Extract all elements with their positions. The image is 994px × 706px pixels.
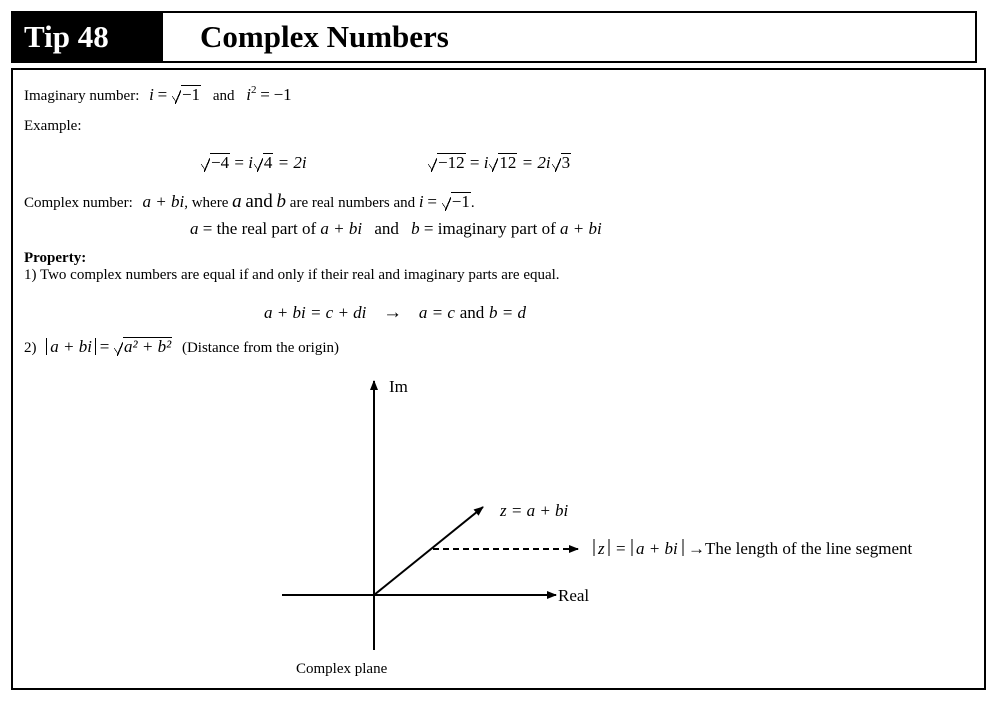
imag-part-form: a + bi bbox=[560, 219, 602, 238]
ex2-equals: = bbox=[469, 153, 480, 172]
i-squared-symbol: i bbox=[246, 85, 251, 104]
property-heading: Property: bbox=[24, 250, 87, 266]
tip-header bbox=[11, 11, 977, 63]
p1-right-2: b = d bbox=[489, 303, 526, 322]
sqrt-neg-four: −4 bbox=[201, 153, 230, 172]
sqrt-three: 3 bbox=[552, 153, 572, 172]
property-1-text: 1) Two complex numbers are equal if and only if their real and imaginary parts are equal. bbox=[24, 267, 560, 283]
p2-sqrt: a² + b² bbox=[114, 337, 172, 356]
where-text: , where bbox=[184, 195, 229, 211]
real-label: Real bbox=[558, 586, 590, 605]
p1-left: a + bi = c + di bbox=[264, 303, 367, 322]
sqrt-neg-twelve: −12 bbox=[428, 153, 466, 172]
equals-sign: = bbox=[157, 85, 168, 104]
example-label: Example: bbox=[24, 118, 82, 134]
abs-z: z bbox=[598, 539, 605, 558]
p2-number: 2) bbox=[24, 340, 37, 356]
are-real-text: are real numbers and bbox=[289, 195, 416, 211]
ex1-equals: = bbox=[234, 153, 244, 172]
desc-text: The length of the line segment bbox=[705, 539, 913, 558]
i-symbol: i bbox=[149, 85, 154, 104]
complex-number-label: Complex number: bbox=[24, 195, 133, 211]
ex1-result: = 2i bbox=[277, 153, 307, 172]
p2-note: (Distance from the origin) bbox=[181, 340, 339, 356]
and-text-3: and bbox=[374, 219, 399, 238]
i-def-sqrt: −1 bbox=[442, 192, 471, 211]
period: . bbox=[470, 195, 475, 211]
complex-plane-caption: Complex plane bbox=[296, 661, 388, 677]
sqrt-twelve: 12 bbox=[489, 153, 517, 172]
complex-form: a + bi bbox=[142, 192, 185, 211]
equals-sign-2: = bbox=[260, 85, 270, 104]
neg-one-value: −1 bbox=[273, 85, 292, 104]
page-title: Complex Numbers bbox=[200, 19, 449, 54]
p1-right-1: a = c bbox=[418, 303, 455, 322]
tip-number-label: Tip 48 bbox=[13, 13, 163, 61]
p1-arrow: → bbox=[383, 302, 403, 323]
exponent-two: 2 bbox=[250, 84, 257, 96]
real-part-text: = the real part of bbox=[202, 219, 317, 238]
var-a: a bbox=[232, 191, 242, 212]
complex-plane-diagram bbox=[13, 70, 984, 688]
sqrt-neg-one: −1 bbox=[172, 85, 201, 104]
abs-eq: = bbox=[616, 539, 626, 558]
and-text: and bbox=[212, 88, 235, 104]
z-vector bbox=[374, 507, 483, 595]
abs-form: a + bi bbox=[636, 539, 678, 558]
p1-and: and bbox=[459, 303, 485, 322]
and-text-2: and bbox=[245, 191, 273, 212]
i-def-equals: = bbox=[427, 192, 437, 211]
imag-part-text: = imaginary part of bbox=[423, 219, 556, 238]
sqrt-four: 4 bbox=[254, 153, 274, 172]
p2-equals: = bbox=[99, 337, 110, 356]
imaginary-label: Imaginary number: bbox=[24, 88, 140, 104]
desc-arrow: → bbox=[688, 539, 705, 558]
ex2-result: = 2i bbox=[521, 153, 551, 172]
p2-abs: a + bi bbox=[46, 338, 96, 355]
ex1-i: i bbox=[248, 153, 253, 172]
imag-part-b: b bbox=[411, 219, 420, 238]
real-part-a: a bbox=[190, 219, 199, 238]
content-box bbox=[11, 68, 986, 690]
real-part-form: a + bi bbox=[320, 219, 363, 238]
i-def-symbol: i bbox=[418, 192, 424, 211]
ex2-i: i bbox=[483, 153, 489, 172]
var-b: b bbox=[276, 191, 287, 212]
im-label: Im bbox=[389, 377, 408, 396]
z-label: z = a + bi bbox=[500, 501, 569, 520]
